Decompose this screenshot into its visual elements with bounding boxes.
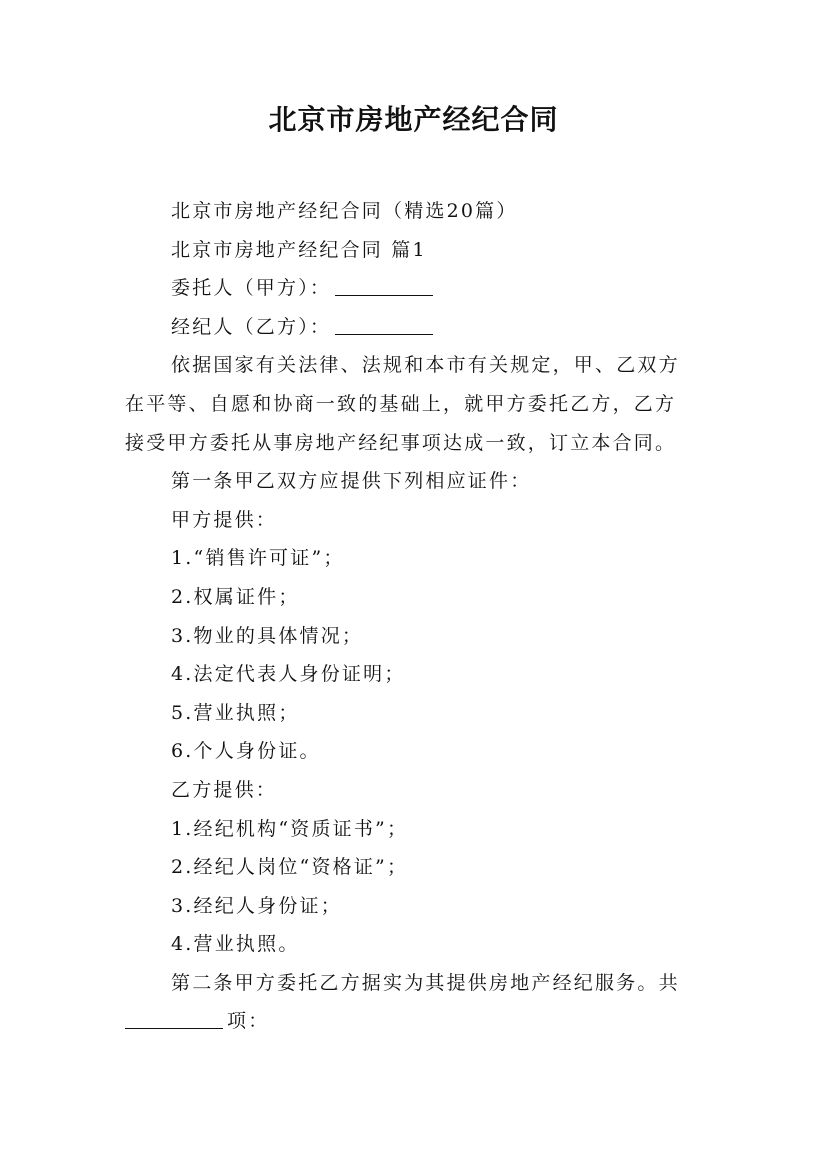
document-title: 北京市房地产经纪合同 xyxy=(268,103,559,136)
party-a-provides: 甲方提供： xyxy=(171,508,278,531)
document-body xyxy=(125,192,715,1041)
party-a-blank xyxy=(335,277,433,296)
intro-line-1: 依据国家有关法律、法规和本市有关规定，甲、乙双方 xyxy=(171,354,680,377)
party-a-item: 3.物业的具体情况； xyxy=(171,624,364,647)
article-2-blank xyxy=(125,1010,223,1029)
article-1: 第一条甲乙双方应提供下列相应证件： xyxy=(171,470,532,493)
party-a-item: 5.营业执照； xyxy=(171,701,300,724)
party-b-item: 3.经纪人身份证； xyxy=(171,894,342,917)
party-b-item: 1.经纪机构“资质证书”； xyxy=(171,817,409,840)
party-b-blank xyxy=(335,316,433,335)
party-a-item: 1.“销售许可证”； xyxy=(171,547,345,570)
party-a-item: 2.权属证件； xyxy=(171,585,300,608)
article-2-suffix: 项： xyxy=(227,1010,270,1033)
intro-line-3: 接受甲方委托从事房地产经纪事项达成一致，订立本合同。 xyxy=(125,431,677,454)
party-b-line xyxy=(125,308,715,347)
party-a-item: 4.法定代表人身份证明； xyxy=(171,663,406,686)
party-b-item: 4.营业执照。 xyxy=(171,933,300,956)
party-b-label: 经纪人（乙方）： xyxy=(171,315,332,338)
article-2-line-2 xyxy=(125,1002,715,1041)
document-heading: 北京市房地产经纪合同（精选20篇） xyxy=(171,200,518,222)
intro-line-2: 在平等、自愿和协商一致的基础上，就甲方委托乙方，乙方 xyxy=(125,392,677,415)
section-title: 北京市房地产经纪合同 篇1 xyxy=(171,238,427,261)
party-b-provides: 乙方提供： xyxy=(171,778,278,801)
party-a-item: 6.个人身份证。 xyxy=(171,740,321,763)
article-2-line-1: 第二条甲方委托乙方据实为其提供房地产经纪服务。共 xyxy=(171,971,680,994)
party-a-label: 委托人（甲方）： xyxy=(171,277,332,300)
party-a-line xyxy=(125,269,715,308)
party-b-item: 2.经纪人岗位“资格证”； xyxy=(171,856,409,879)
